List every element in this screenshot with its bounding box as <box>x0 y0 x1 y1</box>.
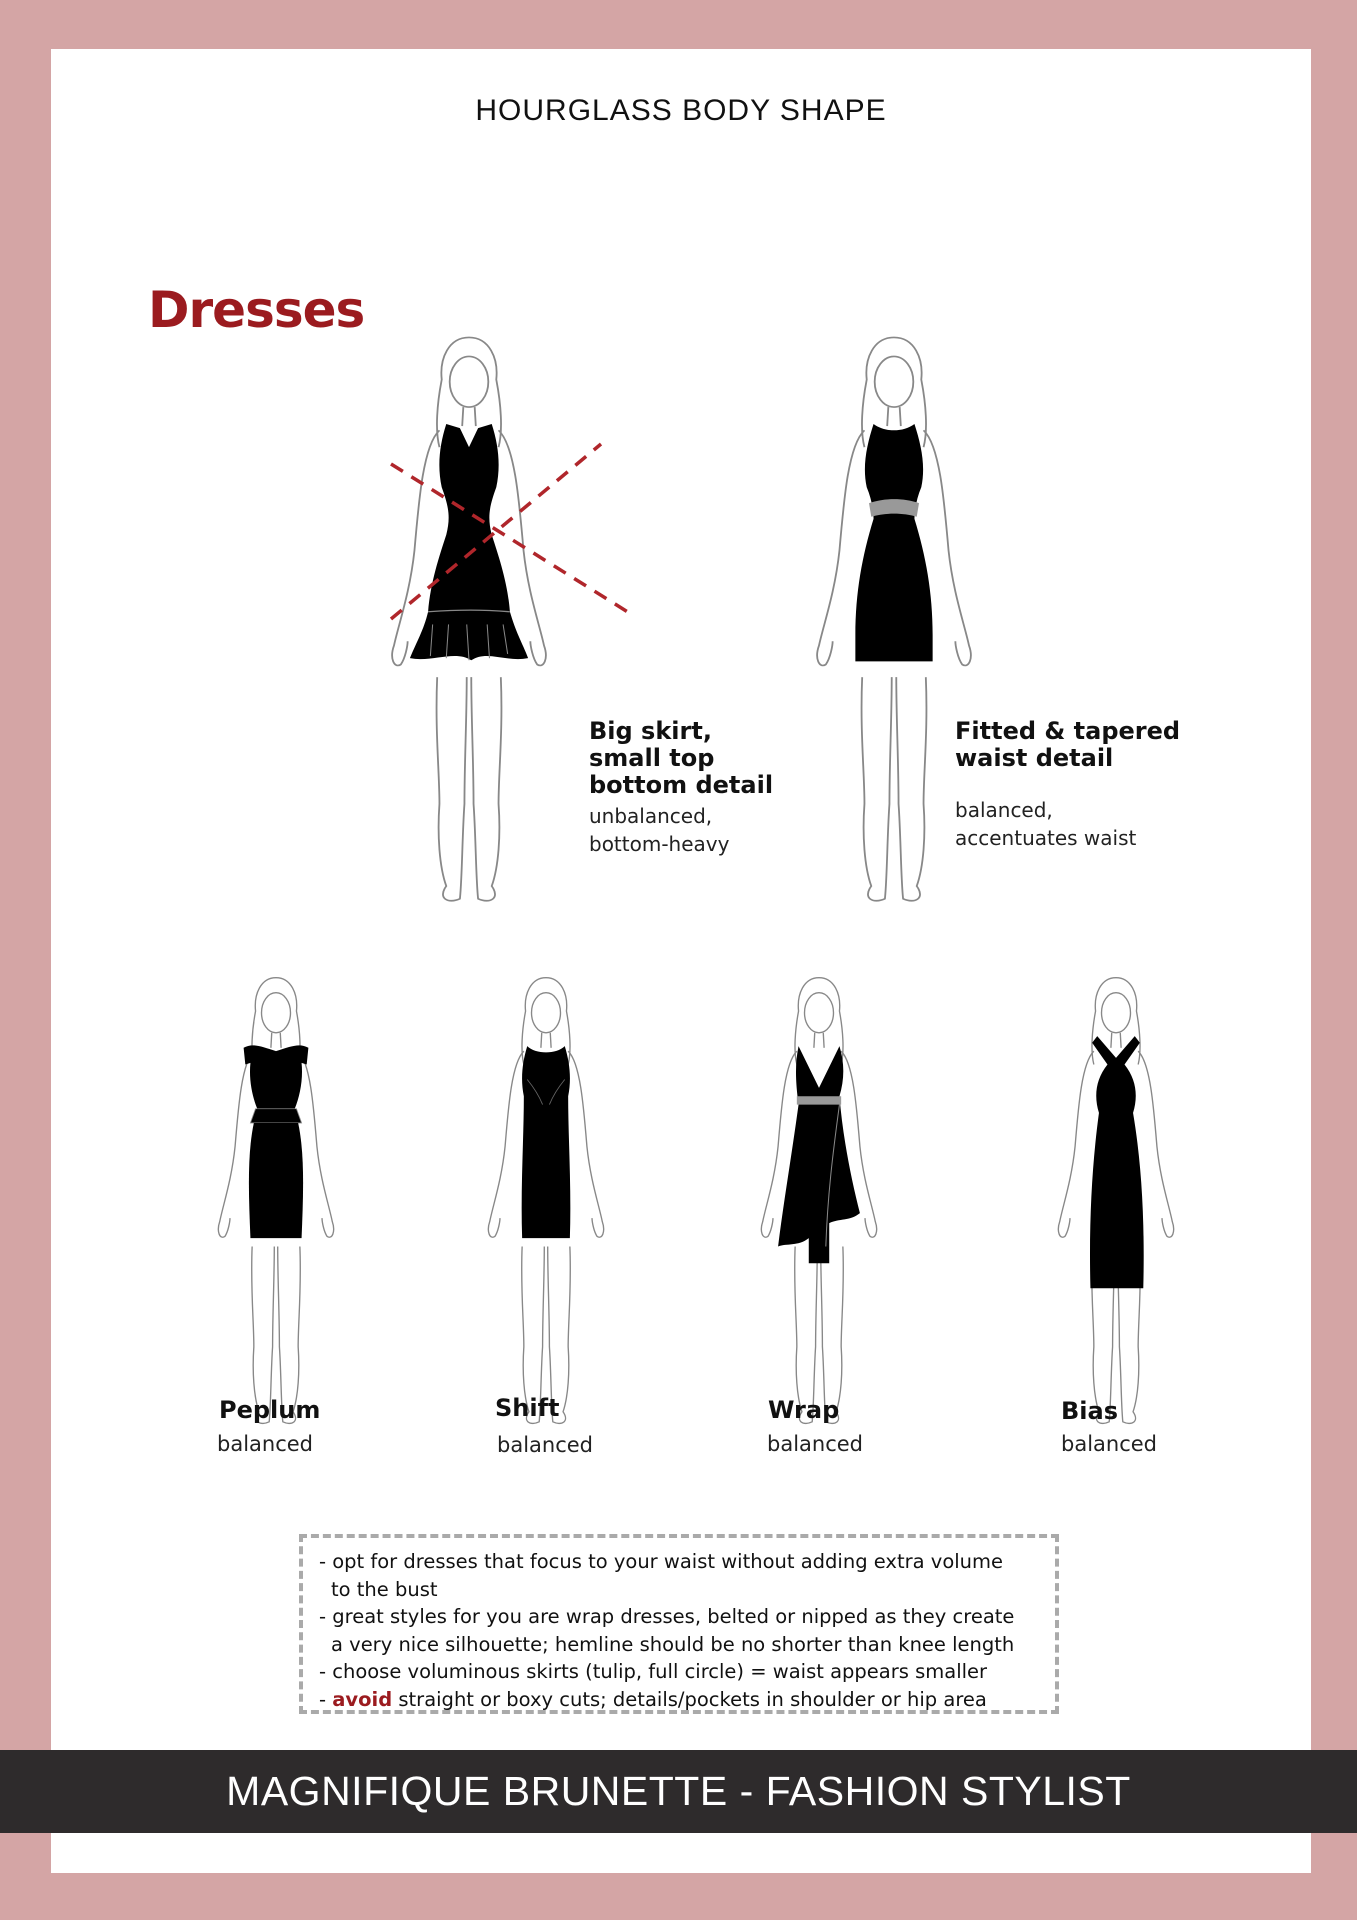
tip-line: - opt for dresses that focus to your waist without adding extra volume <box>319 1550 1004 1573</box>
featured-label-2-line-2: waist detail <box>955 744 1114 772</box>
featured-label-1 <box>589 718 773 799</box>
featured-note-1 <box>589 802 729 858</box>
featured-note-1-line-2: bottom-heavy <box>589 832 730 856</box>
document-page <box>51 49 1311 1873</box>
tip-line: a very nice silhouette; hemline should be no shorter than knee length <box>331 1632 1015 1656</box>
tip-line: to the bust <box>331 1577 438 1601</box>
figure-peplum <box>201 971 351 1426</box>
tips-box <box>299 1534 1059 1714</box>
featured-label-1-line-2: small top <box>589 744 715 772</box>
crossed-out-mark <box>391 444 629 629</box>
footer-banner: MAGNIFIQUE BRUNETTE - FASHION STYLIST <box>0 1750 1357 1833</box>
featured-label-2 <box>955 718 1180 772</box>
featured-label-1-line-3: bottom detail <box>589 771 774 799</box>
featured-note-2-line-1: balanced, <box>955 798 1053 822</box>
style-note-shift: balanced <box>497 1433 594 1457</box>
featured-label-2-line-1: Fitted & tapered <box>955 717 1181 745</box>
figure-wrap <box>744 971 894 1426</box>
tip-avoid-prefix: - <box>319 1687 333 1711</box>
tip-line: - choose voluminous skirts (tulip, full circle) = waist appears smaller <box>319 1660 988 1683</box>
tip-line-avoid <box>319 1686 1039 1714</box>
style-note-bias: balanced <box>1061 1432 1158 1456</box>
style-name-peplum: Peplum <box>219 1396 321 1424</box>
section-title: Dresses <box>148 281 365 339</box>
style-name-shift: Shift <box>495 1394 560 1422</box>
tip-line: - great styles for you are wrap dresses, belted or nipped as they create <box>319 1605 1015 1628</box>
figure-bias <box>1041 971 1191 1426</box>
tip-avoid-word: avoid <box>332 1687 393 1711</box>
featured-note-2-line-2: accentuates waist <box>955 826 1137 850</box>
tip-avoid-rest: straight or boxy cuts; details/pockets in shoulder or hip area <box>392 1687 987 1711</box>
figure-shift <box>471 971 621 1426</box>
page-title: HOURGLASS BODY SHAPE <box>475 94 887 127</box>
style-note-peplum: balanced <box>217 1432 314 1456</box>
featured-note-1-line-1: unbalanced, <box>589 804 713 828</box>
style-name-bias: Bias <box>1061 1397 1118 1425</box>
style-note-wrap: balanced <box>767 1432 864 1456</box>
featured-label-1-line-1: Big skirt, <box>589 717 712 745</box>
featured-note-2 <box>955 796 1136 852</box>
style-name-wrap: Wrap <box>768 1396 840 1424</box>
